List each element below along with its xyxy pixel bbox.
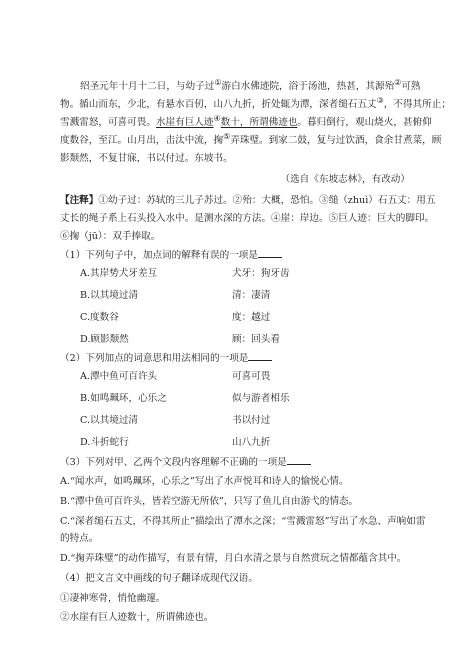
question-3-stem: （3）下列对甲、乙两个文段内容理解不正确的一项是	[60, 455, 424, 469]
q1-option-d: D.顾影颓然	[80, 334, 129, 345]
passage-source: （选自《东坡志林》，有改动）	[280, 174, 410, 185]
passage-line-1: 绍圣元年十月十二日，与幼子过①游白水佛迹院，浴于汤池，热甚，其源殆②可熟	[80, 77, 421, 92]
q1-option-b-gloss: 清：凄清	[232, 290, 271, 301]
q4-sentence-1: ①凄神寒骨，悄怆幽邃。	[60, 593, 166, 604]
q1-option-c: C.度数谷	[80, 312, 119, 323]
q1-option-b: B.以其境过清	[80, 290, 139, 301]
notes-line-1: 【注释】①幼子过：苏轼的三儿子苏过。②殆：大概，恐怕。③缒（zhuì）石五丈：用五	[60, 195, 436, 206]
q2-option-c-pair: 书以付过	[232, 415, 271, 426]
q2-option-d-pair: 山八九折	[232, 437, 271, 448]
passage-line-2: 物。循山而东，少北，有悬水百仞，山八九折，折处辄为潭，深者缒石五丈③，不得其所止；	[60, 95, 451, 110]
q3-option-b: B.“潭中鱼可百许头，皆若空游无所依”，只写了鱼儿自由游弋的情态。	[60, 496, 359, 507]
q4-sentence-2: ②水崖有巨人迹数十，所谓佛迹也。	[60, 612, 214, 623]
question-1-stem: （1）下列句子中，加点词的解释有误的一项是	[60, 248, 424, 262]
q3-option-c-cont: 的特点。	[60, 533, 99, 544]
q2-option-d: D.斗折蛇行	[80, 437, 129, 448]
q2-option-a: A.潭中鱼可百许头	[80, 371, 158, 382]
question-4-stem: （4）把文言文中画线的句子翻译成现代汉语。	[60, 573, 258, 584]
notes-line-3: ⑥掬（jū）：双手捧取。	[60, 231, 161, 242]
q2-option-c: C.以其境过清	[80, 415, 139, 426]
q1-option-d-gloss: 顾：回头看	[232, 334, 280, 345]
passage-line-5: 影颓然，不复甘寐，书以付过。东坡书。	[60, 153, 233, 164]
q3-option-c: C.“深者缒石五丈，不得其所止”描绘出了潭水之深；“雪溅雷怒”写出了水急、声响如雷	[60, 516, 426, 527]
passage-line-3: 雪溅雷怒，可喜可畏。水崖有巨人迹④数十，所谓佛迹也。暮归倒行，观山烧火，甚俯仰	[60, 113, 432, 128]
q1-option-a-gloss: 犬牙：狗牙齿	[232, 268, 290, 279]
q3-option-d: D.“掬弄珠璧”的动作描写，有景有情，月白水清之景与自然赏玩之情都蕴含其中。	[60, 553, 407, 564]
underlined-sentence-part1: 水崖有巨人迹	[155, 117, 214, 128]
underlined-sentence-part2: 数十，所谓佛迹也	[220, 117, 298, 128]
passage-line-4: 度数谷，至江。山月出，击汰中流，掬⑤弄珠璧。到家二鼓，复与过饮酒，食余甘煮菜，顾	[60, 131, 442, 146]
question-2-stem: （2）下列加点的词意思和用法相同的一项是	[60, 351, 424, 365]
q2-option-b-pair: 似与游者相乐	[232, 393, 290, 404]
notes-line-2: 丈长的绳子系上石头投入水中。是测水深的方法。④崖：岸边。⑤巨人迹：巨大的脚印。	[60, 213, 435, 224]
q1-option-a: A.其岸势犬牙差互	[80, 268, 158, 279]
q1-option-c-gloss: 度：越过	[232, 312, 271, 323]
q2-option-a-pair: 可喜可畏	[232, 371, 271, 382]
q3-option-a: A.“闻水声，如鸣珮环，心乐之”写出了水声悦耳和诗人的愉悦心情。	[60, 476, 349, 487]
q2-option-b: B.如鸣珮环，心乐之	[80, 393, 167, 404]
